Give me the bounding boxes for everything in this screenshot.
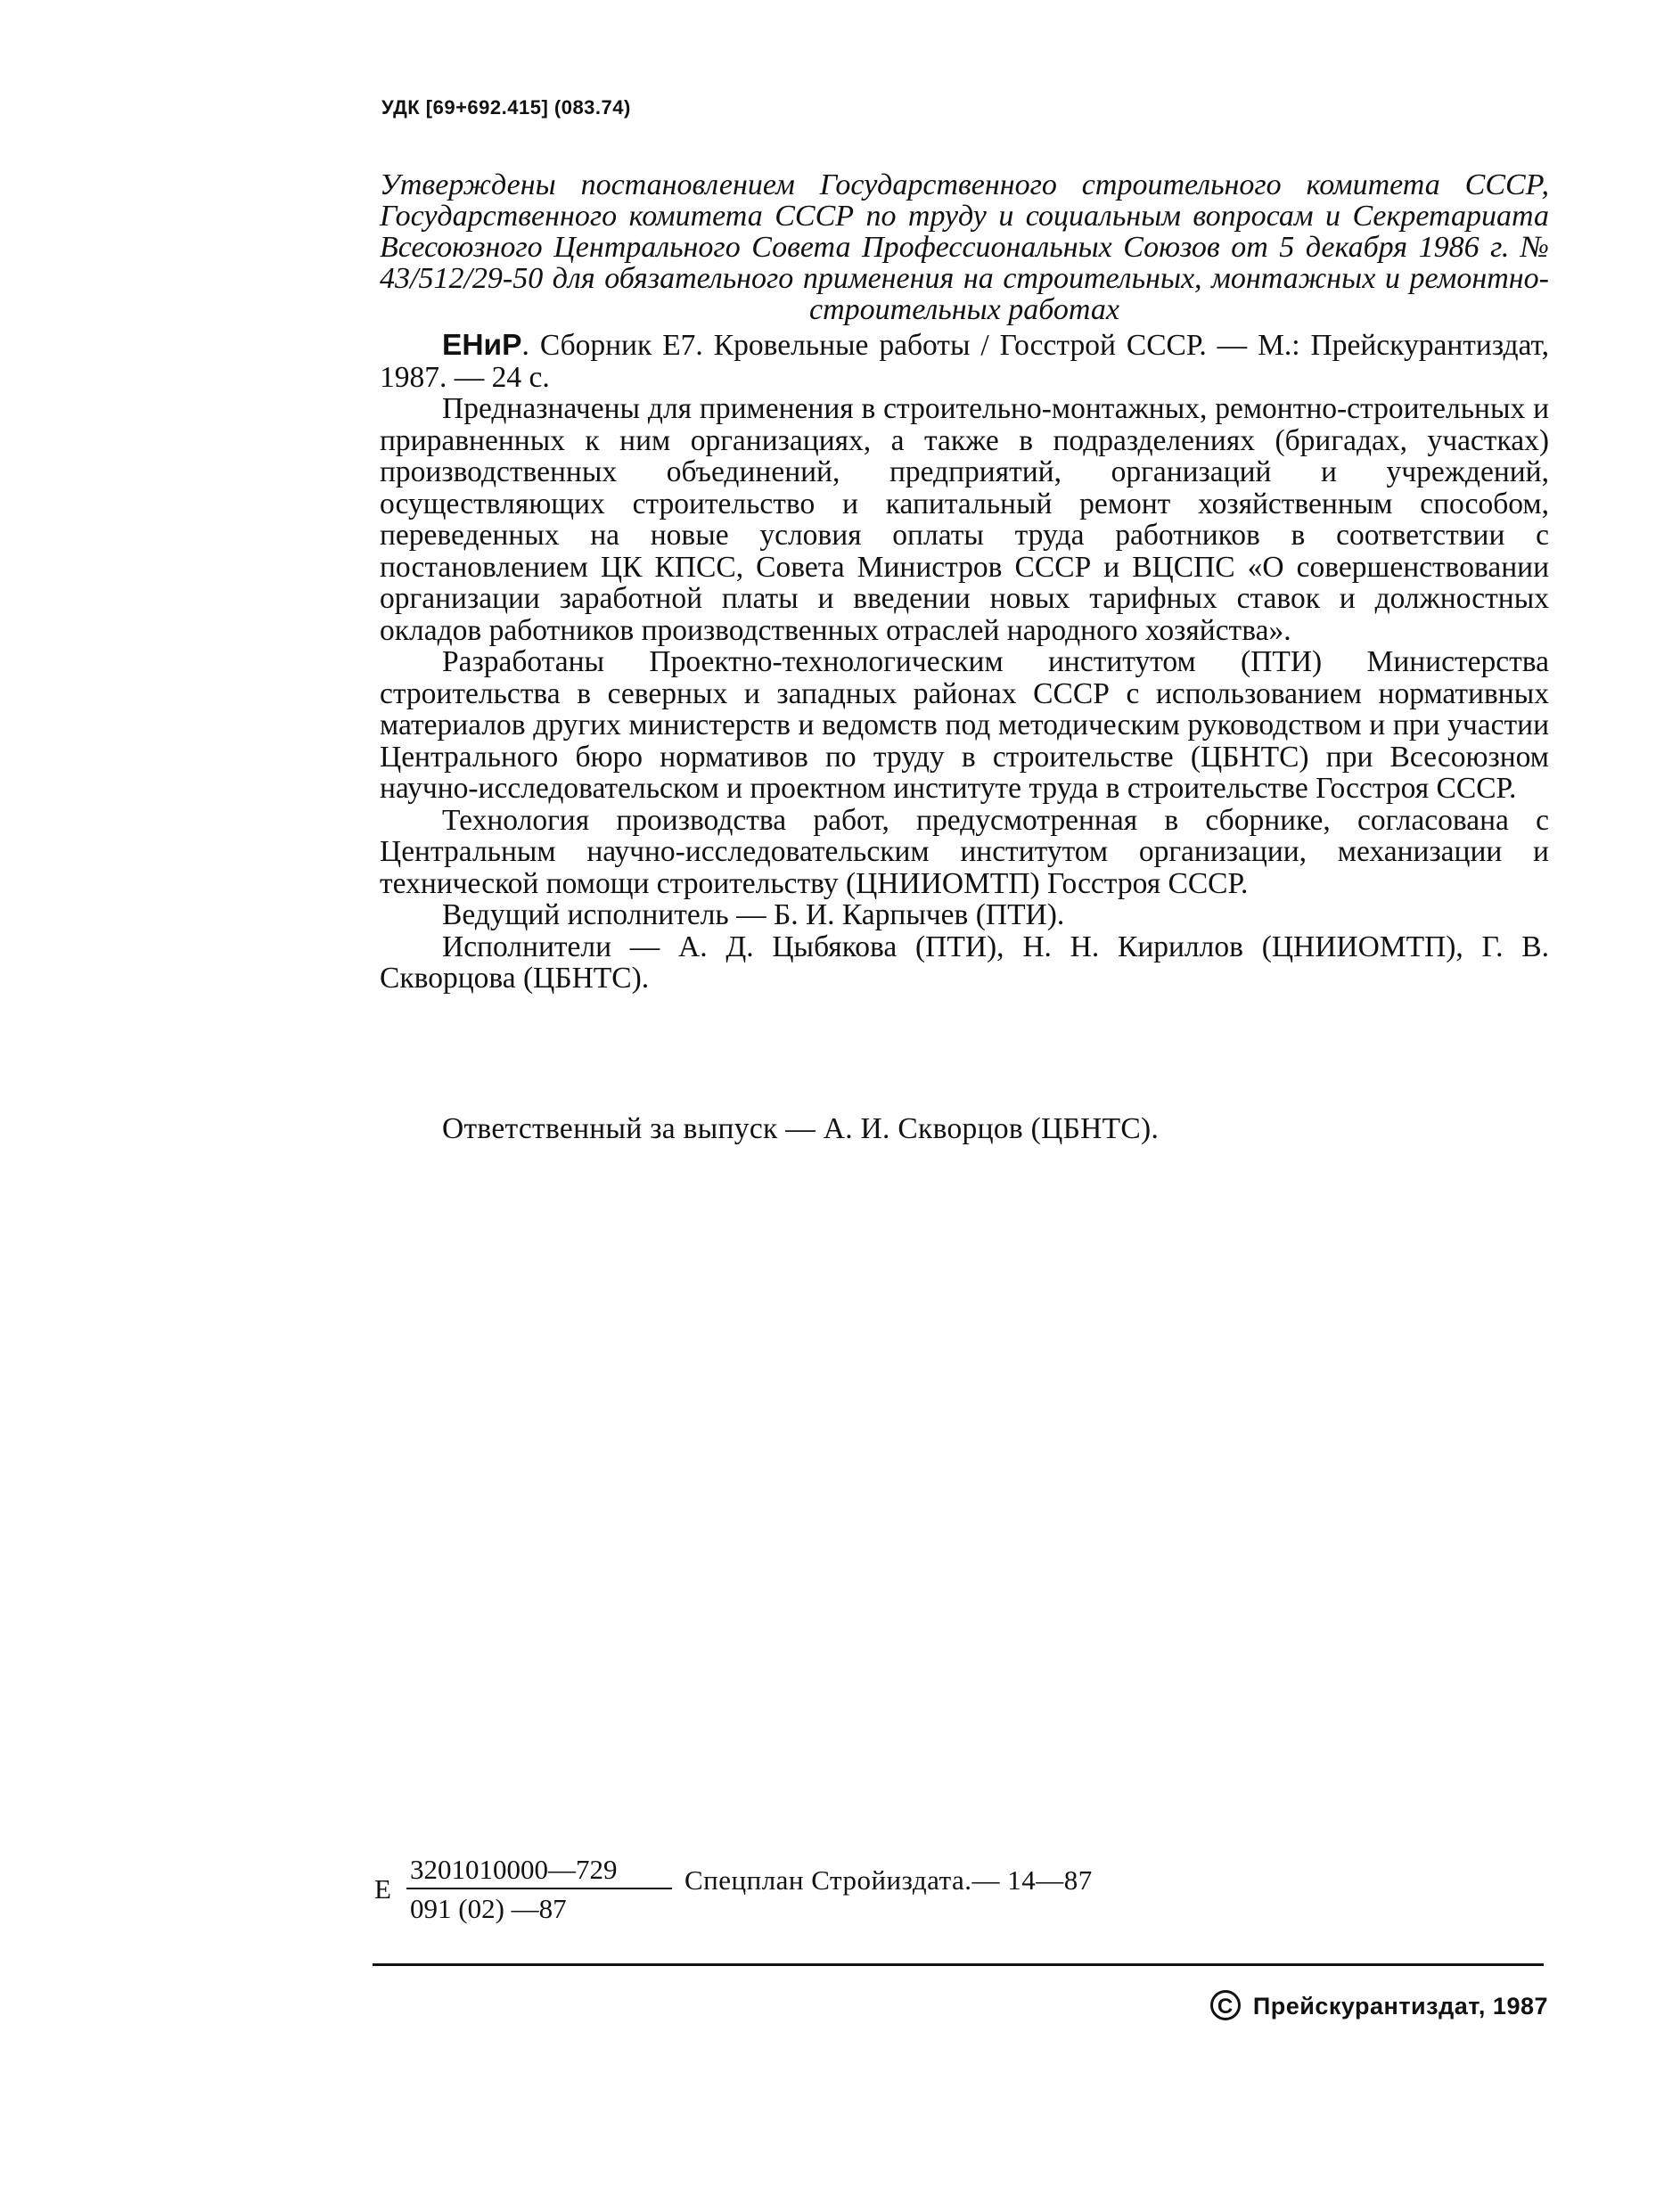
index-numerator: 3201010000—729 [410, 1854, 618, 1885]
copyright-notice [1210, 1993, 1548, 2023]
technology-paragraph: Технология производства работ, предусмотренная в сборнике, согласована с Центральным научно-исследовательским институтом организации, механизации и технической помощи строительству (ЦНИИОМТП) Госстроя СССР. [380, 803, 1549, 900]
responsible-for-release: Ответственный за выпуск — А. И. Скворцов (ЦБНТС). [442, 1112, 1160, 1145]
publication-plan: Спецплан Стройиздата.— 14—87 [684, 1864, 1093, 1896]
body-text [380, 330, 1549, 995]
fraction-bar [406, 1888, 672, 1889]
lead-executor-paragraph: Ведущий исполнитель — Б. И. Карпычев (ПТИ). [442, 898, 1065, 931]
executors-paragraph: Исполнители — А. Д. Цыбякова (ПТИ), Н. Н. Кириллов (ЦНИИОМТП), Г. В. Скворцова (ЦБНТС). [380, 930, 1549, 995]
index-letter: Е [374, 1873, 391, 1905]
index-fraction [406, 1854, 672, 1925]
developed-paragraph: Разработаны Проектно-технологическим институтом (ПТИ) Министерства строительства в северных и западных районах СССР с использованием нормативных материалов других министерств и ведомств под методическим руководством и при участии Центрального бюро нормативов по труду в строительстве (ЦБНТС) при Всесоюзном научно-исследовательском и проектном институте труда в строительстве Госстроя СССР. [380, 645, 1549, 805]
udk-code: УДК [69+692.415] (083.74) [381, 96, 631, 119]
copyright-icon: C [1210, 1990, 1241, 2020]
copyright-text: Прейскурантиздат, 1987 [1252, 1993, 1548, 2020]
purpose-paragraph: Предназначены для применения в строительно-монтажных, ремонтно-строительных и приравненных к ним организациях, а также в подразделениях (бригадах, участках) производственных объединений, предприятий, организаций и учреждений, осуществляющих строительство и капитальный ремонт хозяйственным способом, переведенных на новые условия оплаты труда работников в соответствии с постановлением ЦК КПСС, Совета Министров СССР и ВЦСПС «О совершенствовании организации заработной платы и введении новых тарифных ставок и должностных окладов работников производственных отраслей народного хозяйства». [380, 392, 1549, 647]
citation-lead: ЕНиР [442, 329, 522, 362]
citation-paragraph [380, 330, 1549, 393]
approval-statement: Утверждены постановлением Государственного строительного комитета СССР, Государственного комитета СССР по труду и социальным вопросам и Секретариата Всесоюзного Центрального Совета Профессиональных Союзов от 5 декабря 1986 г. № 43/512/29-50 для обязательного применения на строительных, монтажных и ремонтно-строительных работах [380, 168, 1549, 326]
horizontal-rule [373, 1963, 1544, 1966]
citation-rest: . Сборник Е7. Кровельные работы / Госстрой СССР. — М.: Прейскурантиздат, 1987. — 24 с. [380, 329, 1549, 394]
index-denominator: 091 (02) —87 [410, 1893, 567, 1924]
